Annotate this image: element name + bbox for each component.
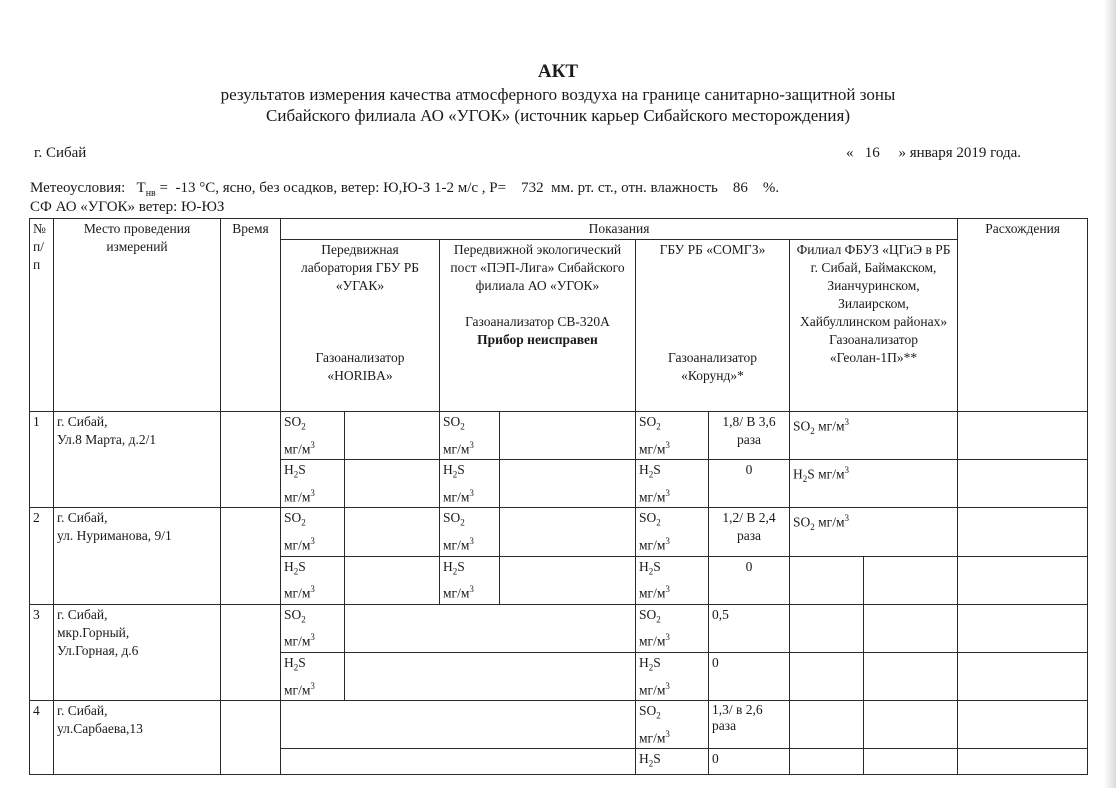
h2s-value-pep [500, 556, 636, 604]
meteo-text: = -13 °С, ясно, без осадков, ветер: Ю,Ю-З 1-2 м/с , Р= 732 мм. рт. ст., отн. влажность 86 %. [155, 180, 780, 196]
table-row [30, 604, 1088, 652]
row-time [221, 508, 281, 604]
empty-cell [345, 604, 636, 652]
h2s-value-ugak [345, 460, 440, 508]
h2s-unit: $H_2S$ $мг/м^3$ [636, 460, 709, 508]
diff-cell [958, 604, 1088, 652]
table-row [30, 701, 1088, 749]
h2s-unit: $H_2S$ $мг/м^3$ [281, 460, 345, 508]
row-time [221, 701, 281, 775]
header-lab-somgz [636, 240, 790, 412]
h2s-unit-inline: $H_2S$ $мг/м^3$ [790, 460, 958, 508]
h2s-unit: $H_2S$ $мг/м^3$ [440, 556, 500, 604]
wind-line: СФ АО «УГОК» ветер: Ю-ЮЗ [30, 199, 225, 215]
h2s-value-cgie [790, 652, 864, 700]
h2s-value-korund: 0 [709, 460, 790, 508]
so2-value-ugak [345, 508, 440, 556]
place-line: г. Сибай, [57, 510, 108, 526]
h2s-unit: $H_2S$ $мг/м^3$ [281, 652, 345, 700]
date-label: « 16 » января 2019 года. [846, 145, 1022, 161]
row-place [54, 508, 221, 604]
lab-cgie-name: Филиал ФБУЗ «ЦГиЭ в РБ г. Сибай, Баймакском, Зианчуринском, Зилаирском, Хайбуллинском районах» [796, 242, 951, 329]
empty-cell [345, 652, 636, 700]
lab-ugak-name: Передвижная лаборатория ГБУ РБ «УГАК» [300, 242, 420, 293]
so2-unit: $SO_2$ $мг/м^3$ [440, 412, 500, 460]
act-title: АКТ [537, 61, 579, 82]
empty-cell [281, 749, 636, 775]
empty-cell [281, 701, 636, 749]
h2s-value-cgie-extra [864, 749, 958, 775]
h2s-value-korund: 0 [709, 556, 790, 604]
diff-cell [958, 412, 1088, 460]
so2-unit: $SO_2$ $мг/м^3$ [636, 701, 709, 749]
diff-cell [958, 749, 1088, 775]
meteo-label: Метеоусловия: [30, 180, 126, 196]
h2s-value-cgie [790, 749, 864, 775]
diff-cell [958, 508, 1088, 556]
diff-cell [958, 556, 1088, 604]
diff-cell [958, 460, 1088, 508]
row-num: 1 [30, 412, 54, 508]
temperature-subscript: нв [145, 188, 156, 199]
so2-value-cgie-extra [864, 701, 958, 749]
so2-value-cgie [790, 701, 864, 749]
lab-ugak-device: Газоанализатор «HORIBA» [315, 350, 405, 383]
place-line: ул. Нуриманова, 9/1 [57, 528, 172, 544]
h2s-unit: $H_2S$ [636, 749, 709, 775]
place-line: г. Сибай, [57, 606, 108, 622]
so2-value-korund: 1,2/ В 2,4 раза [709, 508, 790, 556]
so2-unit-inline: $SO_2$ $мг/м^3$ [790, 412, 958, 460]
lab-somgz-device: Газоанализатор «Корунд»* [668, 350, 757, 383]
so2-value-korund: 1,3/ в 2,6 раза [709, 701, 790, 749]
h2s-value-ugak [345, 556, 440, 604]
h2s-value-pep [500, 460, 636, 508]
so2-value-korund: 0,5 [709, 604, 790, 652]
so2-unit: $SO_2$ $мг/м^3$ [281, 508, 345, 556]
h2s-value-cgie-extra [864, 652, 958, 700]
lab-pep-name: Передвижной экологический пост «ПЭП-Лига» Сибайского филиала АО «УГОК» [450, 242, 625, 293]
so2-unit: $SO_2$ $мг/м^3$ [281, 604, 345, 652]
table-row [30, 412, 1088, 460]
row-time [221, 604, 281, 700]
h2s-unit: $H_2S$ $мг/м^3$ [636, 652, 709, 700]
so2-value-cgie-extra [864, 604, 958, 652]
meteo-conditions [30, 180, 779, 199]
so2-value-korund: 1,8/ В 3,6 раза [709, 412, 790, 460]
header-time: Время [221, 219, 281, 412]
act-subtitle-line2: Сибайского филиала АО «УГОК» (источник карьер Сибайского месторождения) [266, 106, 850, 125]
row-place [54, 701, 221, 775]
h2s-value-cgie-extra [864, 556, 958, 604]
so2-unit: $SO_2$ $мг/м^3$ [636, 412, 709, 460]
diff-cell [958, 701, 1088, 749]
so2-value-pep [500, 412, 636, 460]
h2s-unit: $H_2S$ $мг/м^3$ [636, 556, 709, 604]
header-readings: Показания [281, 219, 958, 240]
header-lab-ugak [281, 240, 440, 412]
place-line: Ул.8 Марта, д.2/1 [57, 432, 157, 447]
row-num: 4 [30, 701, 54, 775]
row-num: 3 [30, 604, 54, 700]
so2-unit: $SO_2$ $мг/м^3$ [281, 412, 345, 460]
h2s-value-korund: 0 [709, 749, 790, 775]
header-lab-cgie [790, 240, 958, 412]
lab-pep-device: Газоанализатор СВ-320А [465, 314, 610, 329]
temperature-symbol: Т [136, 180, 146, 196]
header-diff: Расхождения [958, 219, 1088, 412]
row-time [221, 412, 281, 508]
lab-cgie-device: Газоанализатор «Геолан-1П»** [829, 332, 919, 365]
row-place [54, 412, 221, 508]
lab-somgz-name: ГБУ РБ «СОМГЗ» [659, 242, 766, 257]
lab-pep-note: Прибор неисправен [477, 332, 598, 347]
place-line: мкр.Горный, [57, 624, 130, 640]
header-num: № п/п [30, 219, 54, 412]
city-label: г. Сибай [34, 145, 87, 161]
place-line: г. Сибай, [57, 414, 108, 429]
so2-unit: $SO_2$ $мг/м^3$ [440, 508, 500, 556]
so2-unit-inline: $SO_2$ $мг/м^3$ [790, 508, 958, 556]
so2-unit: $SO_2$ $мг/м^3$ [636, 508, 709, 556]
h2s-unit: $H_2S$ $мг/м^3$ [281, 556, 345, 604]
h2s-unit: $H_2S$ $мг/м^3$ [440, 460, 500, 508]
place-line: г. Сибай, [57, 703, 108, 719]
act-subtitle-line1: результатов измерения качества атмосферного воздуха на границе санитарно-защитной зоны [220, 85, 896, 104]
h2s-value-korund: 0 [709, 652, 790, 700]
row-num: 2 [30, 508, 54, 604]
so2-value-pep [500, 508, 636, 556]
so2-value-ugak [345, 412, 440, 460]
place-line: Ул.Горная, д.6 [57, 642, 139, 658]
row-place [54, 604, 221, 700]
header-place: Место проведения измерений [54, 219, 221, 412]
place-line: ул.Сарбаева,13 [57, 721, 143, 737]
table-row [30, 508, 1088, 556]
measurements-table [29, 218, 1088, 775]
h2s-value-cgie [790, 556, 864, 604]
so2-value-cgie [790, 604, 864, 652]
header-lab-pep-liga [440, 240, 636, 412]
diff-cell [958, 652, 1088, 700]
so2-unit: $SO_2$ $мг/м^3$ [636, 604, 709, 652]
